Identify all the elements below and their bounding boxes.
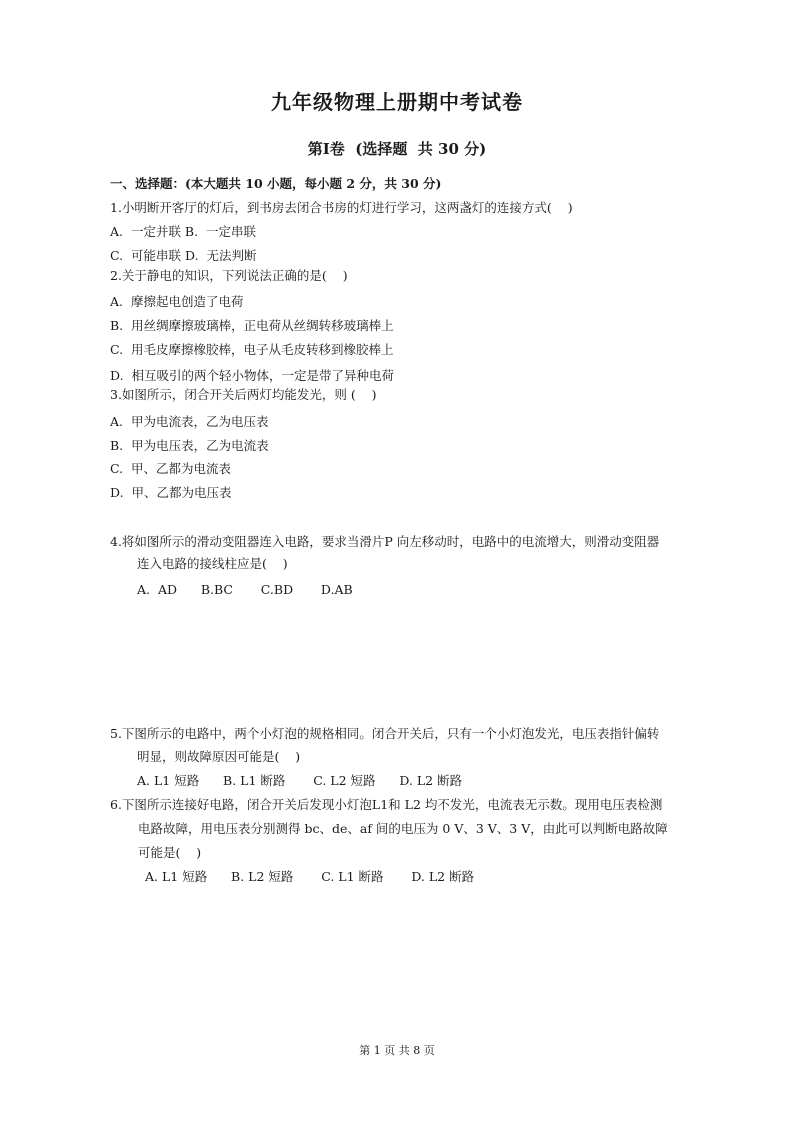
question-6-options: A. L1 短路 B. L2 短路 C. L1 断路 D. L2 断路: [145, 869, 475, 884]
question-1-option-cd: C. 可能串联 D. 无法判断: [110, 248, 257, 263]
question-2-option-d: D. 相互吸引的两个轻小物体，一定是带了异种电荷: [110, 368, 394, 383]
question-3-stem: 3.如图所示，闭合开关后两灯均能发光，则 ( ): [110, 387, 377, 402]
question-2-option-b: B. 用丝绸摩擦玻璃棒，正电荷从丝绸转移玻璃棒上: [110, 318, 394, 333]
question-4-stem: 4.将如图所示的滑动变阻器连入电路，要求当滑片P 向左移动时，电路中的电流增大，则滑动变阻器: [110, 534, 660, 549]
question-6-stem-continued-2: 可能是( ): [138, 845, 202, 860]
question-5-options: A. L1 短路 B. L1 断路 C. L2 短路 D. L2 断路: [137, 773, 463, 788]
question-2-option-a: A. 摩擦起电创造了电荷: [110, 294, 244, 309]
question-5-stem-continued: 明显，则故障原因可能是( ): [137, 749, 301, 764]
question-6-stem: 6.下图所示连接好电路，闭合开关后发现小灯泡L1和 L2 均不发光，电流表无示数。现用电压表检测: [110, 797, 663, 812]
page-title: 九年级物理上册期中考试卷: [271, 90, 523, 114]
question-3-option-a: A. 甲为电流表，乙为电压表: [110, 414, 269, 429]
part-subtitle: 第Ⅰ卷 (选择题 共 30 分): [307, 140, 487, 158]
question-5-stem: 5.下图所示的电路中，两个小灯泡的规格相同。闭合开关后，只有一个小灯泡发光，电压表指针偏转: [110, 726, 660, 741]
question-2-stem: 2.关于静电的知识，下列说法正确的是( ): [110, 268, 348, 283]
page-footer: 第 1 页 共 8 页: [359, 1044, 435, 1057]
question-3-option-b: B. 甲为电压表，乙为电流表: [110, 438, 269, 453]
question-1-option-ab: A. 一定并联 B. 一定串联: [110, 224, 257, 239]
question-3-option-d: D. 甲、乙都为电压表: [110, 485, 232, 500]
section-heading: 一、选择题：(本大题共 10 小题，每小题 2 分，共 30 分): [110, 176, 442, 191]
question-1-stem: 1.小明断开客厅的灯后，到书房去闭合书房的灯进行学习，这两盏灯的连接方式( ): [110, 200, 573, 215]
question-2-option-c: C. 用毛皮摩擦橡胶棒，电子从毛皮转移到橡胶棒上: [110, 342, 394, 357]
question-6-stem-continued: 电路故障，用电压表分别测得 bc、de、af 间的电压为 0 V、3 V、3 V，由此可以判断电路故障: [138, 821, 668, 836]
question-3-option-c: C. 甲、乙都为电流表: [110, 461, 232, 476]
question-4-options: A. AD B.BC C.BD D.AB: [137, 582, 353, 597]
question-4-stem-continued: 连入电路的接线柱应是( ): [137, 556, 288, 571]
